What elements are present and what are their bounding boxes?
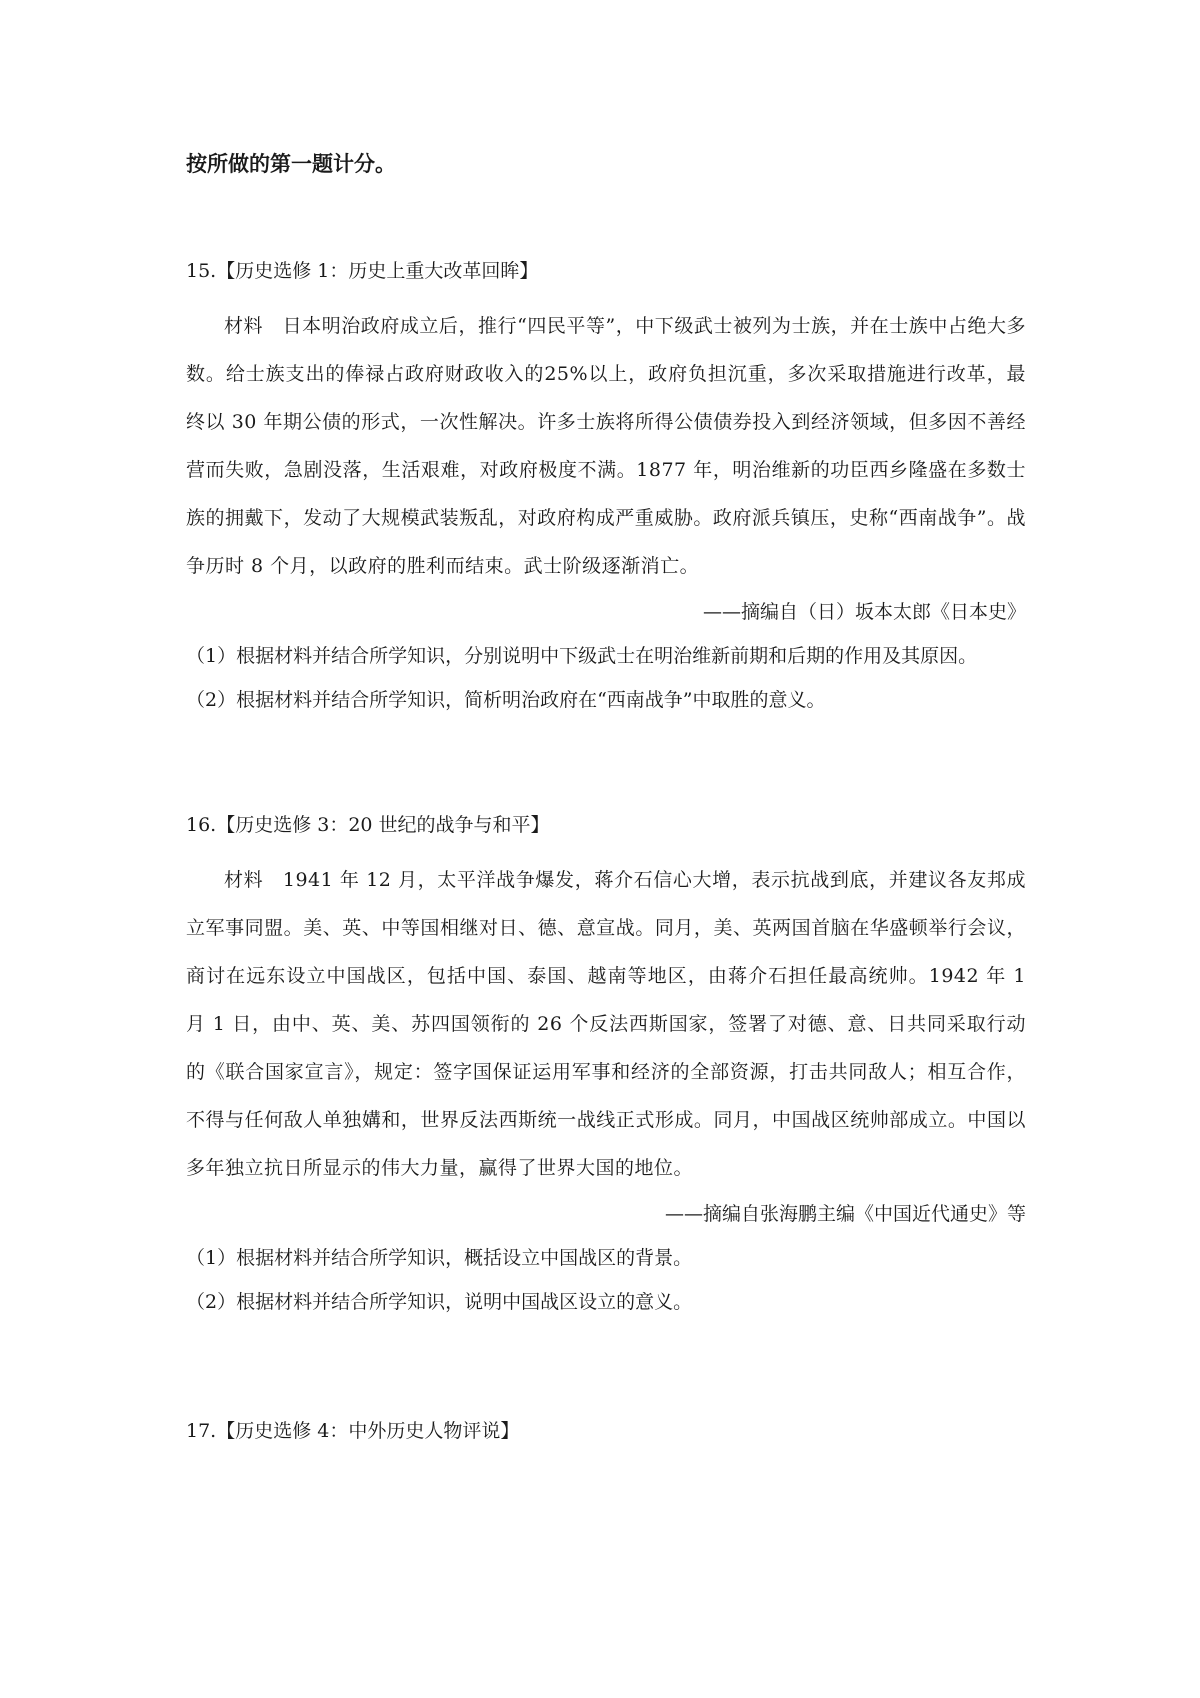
sub-question-2: （2）根据材料并结合所学知识，说明中国战区设立的意义。 [186,1291,693,1313]
material-text: 材料 1941 年 12 月，太平洋战争爆发，蒋介石信心大增，表示抗战到底，并建议各友邦成立军事同盟。美、英、中等国相继对日、德、意宣战。同月，美、英两国首脑在华盛顿举行会议，商讨在远东设立中国战区，包括中国、泰国、越南等地区，由蒋介石担任最高统帅。1942 年 1 月 1 日，由中、英、美、苏四国领衔的 26 个反法西斯国家，签署了对德、意、日共同采取行动的《联合国家宣言》，规定：签字国保证运用军事和经济的全部资源，打击共同敌人；相互合作，不得与任何敌人单独媾和，世界反法西斯统一战线正式形成。同月，中国战区统帅部成立。中国以多年独立抗日所显示的伟大力量，赢得了世界大国的地位。 [186,869,1026,1179]
question-heading: 16.【历史选修 3：20 世纪的战争与和平】 [186,814,550,836]
sub-question-2: （2）根据材料并结合所学知识，简析明治政府在“西南战争”中取胜的意义。 [186,689,826,711]
question-heading: 15.【历史选修 1：历史上重大改革回眸】 [186,260,539,282]
material-text: 材料 日本明治政府成立后，推行“四民平等”，中下级武士被列为士族，并在士族中占绝大多数。给士族支出的俸禄占政府财政收入的25%以上，政府负担沉重，多次采取措施进行改革，最终以 30 年期公债的形式，一次性解决。许多士族将所得公债债券投入到经济领域，但多因不善经营而失败，急剧没落，生活艰难，对政府极度不满。1877 年，明治维新的功臣西乡隆盛在多数士族的拥戴下，发动了大规模武装叛乱，对政府构成严重威胁。政府派兵镇压，史称“西南战争”。战争历时 8 个月，以政府的胜利而结束。武士阶级逐渐消亡。 [186,315,1026,577]
scoring-note: 按所做的第一题计分。 [186,152,396,176]
question-17 [186,1416,1026,1446]
sub-question-1: （1）根据材料并结合所学知识，分别说明中下级武士在明治维新前期和后期的作用及其原因。 [186,645,978,667]
question-heading: 17.【历史选修 4：中外历史人物评说】 [186,1420,520,1442]
sub-question-1: （1）根据材料并结合所学知识，概括设立中国战区的背景。 [186,1247,693,1269]
source-citation: ——摘编自（日）坂本太郎《日本史》 [702,601,1026,623]
source-citation: ——摘编自张海鹏主编《中国近代通史》等 [664,1203,1026,1225]
document-page [186,148,1026,1538]
question-15 [186,256,1026,722]
question-16 [186,810,1026,1324]
